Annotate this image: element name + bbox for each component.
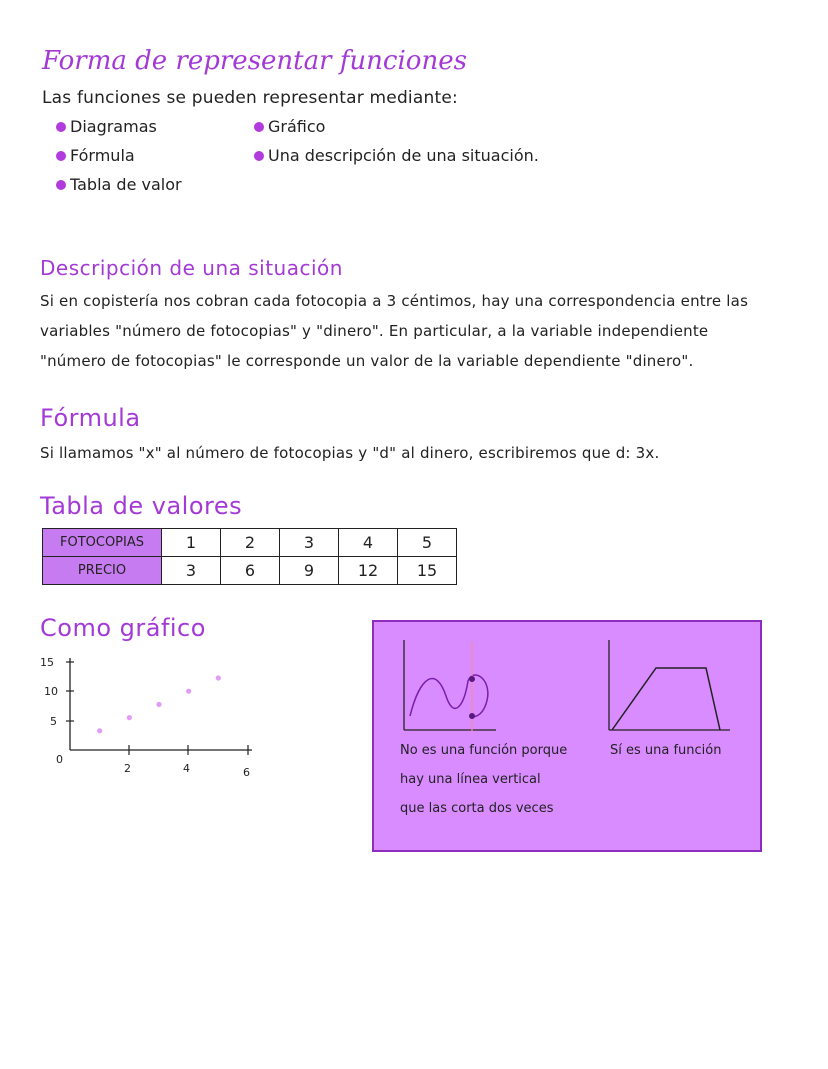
caption-line: que las corta dos veces <box>400 801 554 816</box>
is-function-graph <box>604 636 734 736</box>
page-title: Forma de representar funciones <box>42 46 467 76</box>
scatter-point <box>97 728 102 733</box>
table-cell: 12 <box>339 557 398 585</box>
not-function-graph <box>398 636 498 736</box>
values-table <box>42 528 457 585</box>
table-cell: 3 <box>280 529 339 557</box>
caption-line: No es una función porque <box>400 743 568 758</box>
not-function-caption <box>400 736 567 823</box>
formula-text: Si llamamos "x" al número de fotocopias y "d" al dinero, escribiremos que d: 3x. <box>40 444 660 462</box>
table-heading: Tabla de valores <box>40 492 243 520</box>
x-tick-label: 2 <box>124 762 131 775</box>
scatter-point <box>216 675 221 680</box>
row-label-fotocopias: FOTOCOPIAS <box>43 529 162 557</box>
scatter-point <box>156 702 161 707</box>
bullet-formula <box>70 146 135 165</box>
table-cell: 9 <box>280 557 339 585</box>
situation-line-3: "número de fotocopias" le corresponde un valor de la variable dependiente "dinero". <box>40 352 694 370</box>
y-tick-label: 0 <box>56 753 63 766</box>
table-cell: 1 <box>162 529 221 557</box>
bullet-dot-icon <box>254 151 264 161</box>
scatter-point <box>127 715 132 720</box>
x-tick-label: 6 <box>243 766 250 779</box>
y-tick-label: 15 <box>40 656 54 669</box>
table-cell: 5 <box>398 529 457 557</box>
bullet-diagramas <box>70 117 157 136</box>
situation-line-2: variables "número de fotocopias" y "dinero". En particular, a la variable independiente <box>40 322 709 340</box>
situation-line-1: Si en copistería nos cobran cada fotocopia a 3 céntimos, hay una correspondencia entre las <box>40 292 749 310</box>
caption-line: hay una línea vertical <box>400 772 541 787</box>
bullet-dot-icon <box>56 122 66 132</box>
is-function-caption: Sí es una función <box>610 743 722 758</box>
bullet-label: Una descripción de una situación. <box>268 146 539 165</box>
bullet-label: Gráfico <box>268 117 326 136</box>
row-label-precio: PRECIO <box>43 557 162 585</box>
bullet-descripcion <box>268 146 539 165</box>
table-cell: 3 <box>162 557 221 585</box>
table-row <box>43 557 457 585</box>
y-tick-label: 5 <box>50 715 57 728</box>
y-tick-label: 10 <box>44 685 58 698</box>
table-row <box>43 529 457 557</box>
bullet-tabla <box>70 175 182 194</box>
bullet-dot-icon <box>56 151 66 161</box>
formula-heading: Fórmula <box>40 404 141 432</box>
function-examples-box <box>372 620 762 852</box>
bullet-label: Diagramas <box>70 117 157 136</box>
table-cell: 6 <box>221 557 280 585</box>
intro-text: Las funciones se pueden representar mediante: <box>42 88 458 108</box>
table-cell: 2 <box>221 529 280 557</box>
table-cell: 4 <box>339 529 398 557</box>
scatter-chart <box>30 650 270 790</box>
bullet-label: Fórmula <box>70 146 135 165</box>
bullet-dot-icon <box>56 180 66 190</box>
bullet-grafico <box>268 117 325 136</box>
x-tick-label: 4 <box>183 762 190 775</box>
bullet-dot-icon <box>254 122 264 132</box>
table-cell: 15 <box>398 557 457 585</box>
bullet-label: Tabla de valor <box>70 175 182 194</box>
situation-heading: Descripción de una situación <box>40 256 343 280</box>
scatter-point <box>186 689 191 694</box>
graph-heading: Como gráfico <box>40 614 206 642</box>
